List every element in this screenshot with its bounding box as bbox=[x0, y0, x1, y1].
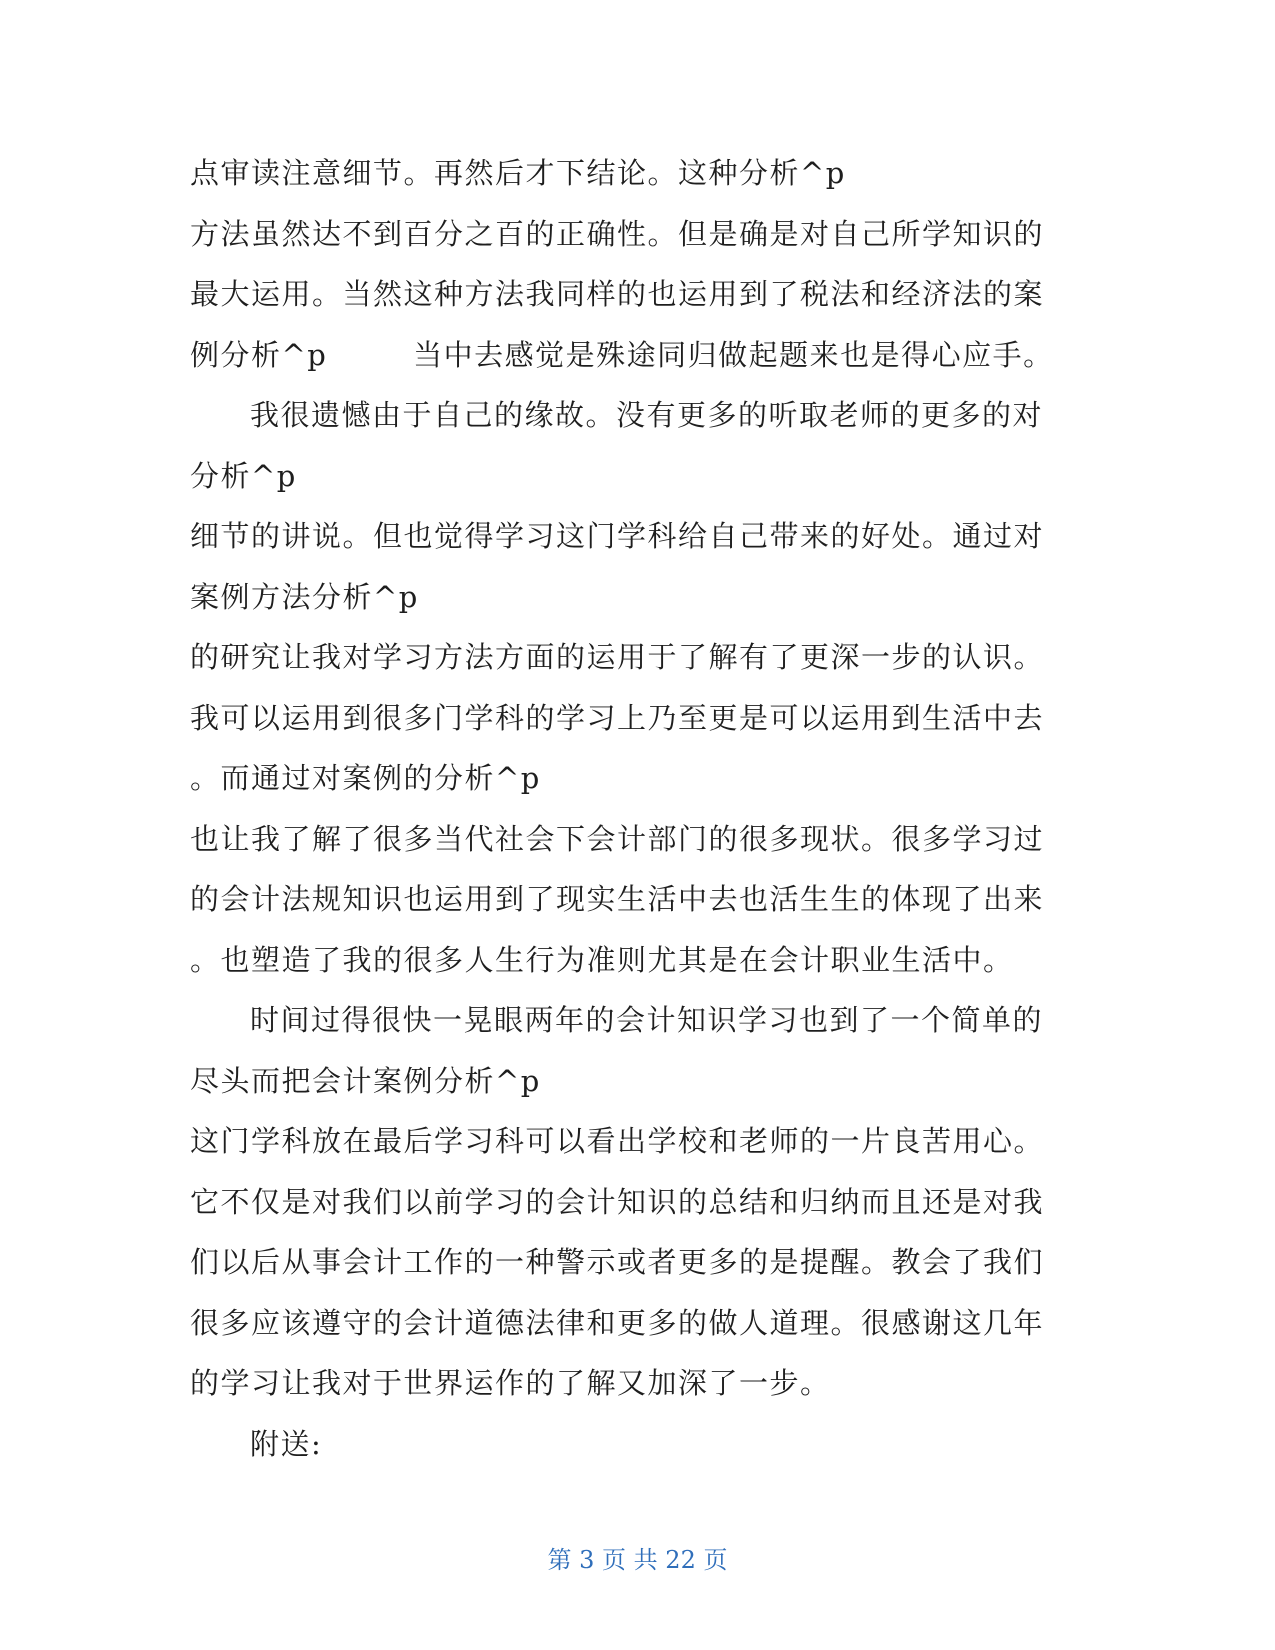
text-line: 例分析^p 当中去感觉是殊途同归做起题来也是得心应手。 bbox=[190, 337, 1054, 372]
text-line: 点审读注意细节。再然后才下结论。这种分析^p bbox=[190, 156, 846, 190]
text-line: 。而通过对案例的分析^p bbox=[190, 761, 541, 795]
paragraph-start-line: 我很遗憾由于自己的缘故。没有更多的听取老师的更多的对 bbox=[250, 398, 1044, 432]
appendix-heading: 附送: bbox=[250, 1426, 323, 1461]
text-line: 尽头而把会计案例分析^p bbox=[190, 1063, 541, 1098]
text-line: 很多应该遵守的会计道德法律和更多的做人道理。很感谢这几年 bbox=[190, 1305, 1045, 1340]
text-line: 细节的讲说。但也觉得学习这门学科给自己带来的好处。通过对 bbox=[190, 519, 1045, 553]
text-line: 的会计法规知识也运用到了现实生活中去也活生生的体现了出来 bbox=[190, 882, 1045, 916]
text-line: 。也塑造了我的很多人生行为准则尤其是在会计职业生活中。 bbox=[190, 942, 1014, 977]
text-line: 我可以运用到很多门学科的学习上乃至更是可以运用到生活中去 bbox=[190, 700, 1045, 735]
text-line: 它不仅是对我们以前学习的会计知识的总结和归纳而且还是对我 bbox=[190, 1184, 1045, 1219]
text-line: 方法虽然达不到百分之百的正确性。但是确是对自己所学知识的 bbox=[190, 216, 1045, 251]
text-line: 的研究让我对学习方法方面的运用于了解有了更深一步的认识。 bbox=[190, 640, 1045, 674]
paragraph-start-line: 时间过得很快一晃眼两年的会计知识学习也到了一个简单的 bbox=[250, 1003, 1044, 1037]
text-line: 最大运用。当然这种方法我同样的也运用到了税法和经济法的案 bbox=[190, 277, 1045, 311]
text-line: 分析^p bbox=[190, 458, 297, 493]
text-line: 的学习让我对于世界运作的了解又加深了一步。 bbox=[190, 1366, 831, 1400]
text-line: 这门学科放在最后学习科可以看出学校和老师的一片良苦用心。 bbox=[190, 1124, 1045, 1158]
page-number-footer: 第 3 页 共 22 页 bbox=[547, 1546, 728, 1574]
text-line: 也让我了解了很多当代社会下会计部门的很多现状。很多学习过 bbox=[190, 821, 1045, 856]
document-body bbox=[190, 143, 1070, 1474]
text-line: 案例方法分析^p bbox=[190, 579, 419, 614]
text-line: 们以后从事会计工作的一种警示或者更多的是提醒。教会了我们 bbox=[190, 1245, 1045, 1279]
